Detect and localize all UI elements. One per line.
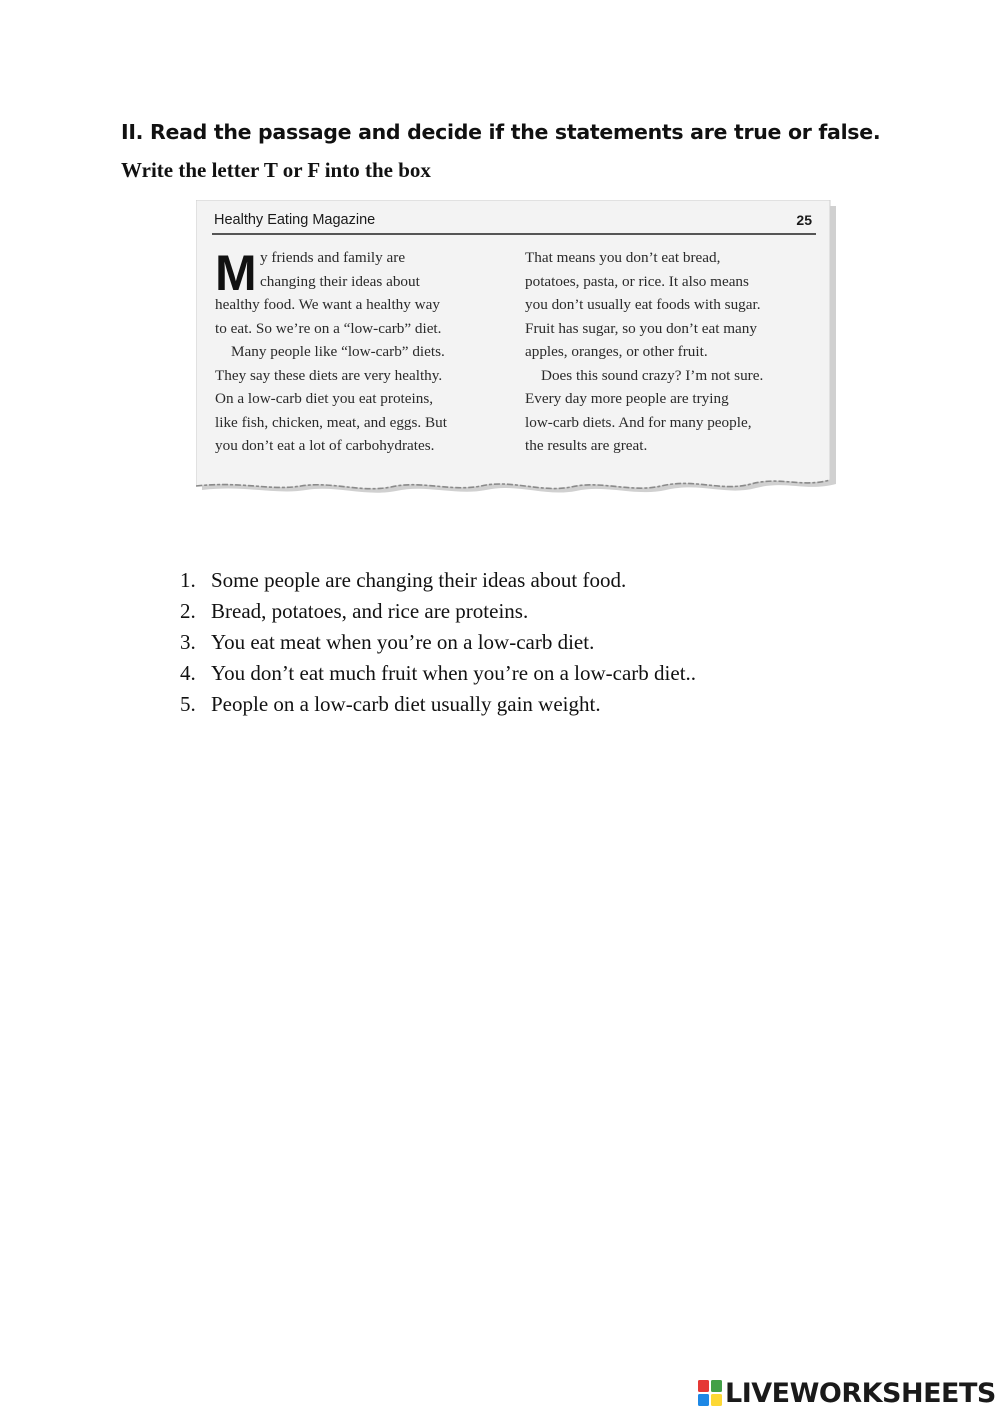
article-line: That means you don’t eat bread, — [525, 249, 721, 266]
statement-number: 1. — [180, 568, 196, 592]
article-line: the results are great. — [525, 437, 648, 454]
statement-number: 2. — [180, 599, 196, 623]
statement-item — [180, 596, 696, 627]
statement-text: People on a low-carb diet usually gain weight. — [211, 692, 601, 716]
article-line: Many people like “low-carb” diets. — [231, 343, 445, 360]
statement-item — [180, 689, 696, 720]
statement-text: Bread, potatoes, and rice are proteins. — [211, 599, 529, 623]
magazine-page-number: 25 — [796, 212, 812, 228]
statement-text: You don’t eat much fruit when you’re on a low-carb diet.. — [211, 661, 697, 685]
statement-item — [180, 565, 696, 596]
article-line: you don’t eat a lot of carbohydrates. — [215, 437, 435, 454]
liveworksheets-logo-icon — [698, 1380, 722, 1406]
drop-cap: M — [215, 245, 257, 301]
liveworksheets-logo — [698, 1377, 996, 1409]
article-line: Every day more people are trying — [525, 390, 729, 407]
article-line: Does this sound crazy? I’m not sure. — [541, 366, 764, 384]
magazine-title: Healthy Eating Magazine — [214, 212, 376, 228]
instruction-line-1: II. Read the passage and decide if the statements are true or false. — [121, 120, 881, 144]
statement-number: 5. — [180, 692, 196, 716]
statement-item — [180, 658, 696, 689]
statement-number: 4. — [180, 661, 196, 685]
article-line: apples, oranges, or other fruit. — [525, 343, 708, 360]
liveworksheets-logo-text: LIVEWORKSHEETS — [725, 1377, 996, 1409]
article-column-right — [525, 246, 825, 458]
article-line: changing their ideas about — [260, 272, 420, 290]
article-line: Fruit has sugar, so you don’t eat many — [525, 319, 757, 337]
article-line: to eat. So we’re on a “low-carb” diet. — [215, 319, 442, 337]
statement-text: You eat meat when you’re on a low-carb diet. — [211, 630, 595, 654]
statement-number: 3. — [180, 630, 196, 654]
magazine-clipping — [196, 200, 836, 500]
article-line: healthy food. We want a healthy way — [215, 296, 440, 313]
statement-item — [180, 627, 696, 658]
article-line: you don’t usually eat foods with sugar. — [525, 296, 761, 313]
article-line: low-carb diets. And for many people, — [525, 413, 752, 431]
article-line: potatoes, pasta, or rice. It also means — [525, 272, 749, 290]
article-line: like fish, chicken, meat, and eggs. But — [215, 413, 447, 431]
article-line: y friends and family are — [260, 249, 406, 266]
magazine-header-rule — [212, 233, 816, 235]
article-column-left — [215, 246, 507, 458]
article-line: They say these diets are very healthy. — [215, 366, 443, 384]
statement-list — [180, 565, 696, 720]
instruction-line-2: Write the letter T or F into the box — [121, 158, 431, 182]
statement-text: Some people are changing their ideas about food. — [211, 568, 627, 592]
article-line: On a low-carb diet you eat proteins, — [215, 390, 434, 407]
